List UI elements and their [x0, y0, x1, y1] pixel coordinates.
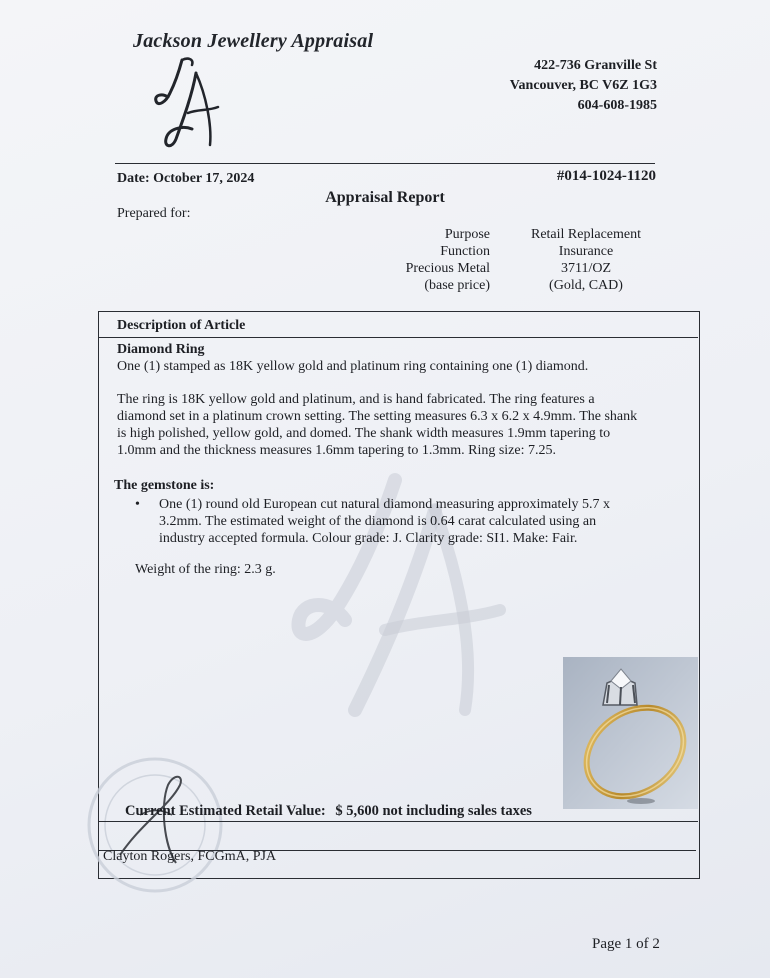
gem-line: 3.2mm. The estimated weight of the diamond is 0.64 carat calculated using an	[159, 514, 597, 529]
report-number: #014-1024-1120	[556, 168, 656, 184]
bullet-icon: •	[135, 497, 140, 512]
page-number: Page 1 of 2	[592, 936, 660, 952]
appraiser-seal-stamp	[80, 745, 230, 905]
company-address	[510, 56, 657, 116]
brand-name: Jackson Jewellery Appraisal	[133, 30, 374, 52]
item-details	[117, 391, 687, 459]
item-title: Diamond Ring	[117, 342, 205, 357]
field-label: Function	[440, 244, 490, 259]
field-label: Purpose	[444, 227, 490, 242]
description-header	[98, 311, 698, 338]
estimated-value	[125, 803, 532, 820]
address-city: Vancouver, BC V6Z 1G3	[509, 78, 657, 93]
field-label: Precious Metal	[405, 261, 490, 276]
report-field-labels	[370, 226, 490, 294]
value-divider	[98, 821, 698, 822]
field-value: Retail Replacement	[530, 227, 641, 242]
gem-line: industry accepted formula. Colour grade: J. Clarity grade: SI1. Make: Fair.	[159, 531, 578, 546]
gemstone-heading: The gemstone is:	[114, 478, 215, 493]
field-value: (Gold, CAD)	[549, 278, 623, 293]
appraiser-name: Clayton Rogers, FCGmA, PJA	[103, 849, 277, 864]
gem-line: One (1) round old European cut natural diamond measuring approximately 5.7 x	[159, 497, 610, 512]
report-date: Date: October 17, 2024	[117, 171, 255, 186]
gemstone-text	[159, 496, 679, 547]
address-street: 422-736 Granville St	[534, 58, 657, 73]
item-summary: One (1) stamped as 18K yellow gold and platinum ring containing one (1) diamond.	[117, 359, 589, 374]
prepared-for-label: Prepared for:	[117, 206, 191, 221]
detail-line: 1.0mm and the thickness measures 1.6mm tapering to 1.3mm. Ring size: 7.25.	[117, 443, 556, 458]
report-field-values	[520, 226, 652, 294]
jj-monogram-logo	[148, 55, 228, 155]
address-phone: 604-608-1985	[577, 98, 657, 113]
detail-line: diamond set in a platinum crown setting. The setting measures 6.3 x 6.2 x 4.9mm. The shank	[117, 409, 638, 424]
report-title: Appraisal Report	[325, 189, 445, 206]
value-label: Current Estimated Retail Value:	[125, 803, 326, 819]
description-heading: Description of Article	[117, 318, 246, 333]
detail-line: is high polished, yellow gold, and domed. The shank width measures 1.9mm tapering to	[117, 426, 611, 441]
value-amount: $ 5,600 not including sales taxes	[335, 803, 532, 819]
field-value: 3711/OZ	[560, 261, 612, 276]
field-label: (base price)	[424, 278, 490, 293]
ring-photo	[563, 657, 698, 809]
ring-weight: Weight of the ring: 2.3 g.	[135, 562, 276, 577]
field-value: Insurance	[558, 244, 614, 259]
detail-line: The ring is 18K yellow gold and platinum, and is hand fabricated. The ring features a	[117, 392, 595, 407]
header-divider	[115, 163, 655, 164]
